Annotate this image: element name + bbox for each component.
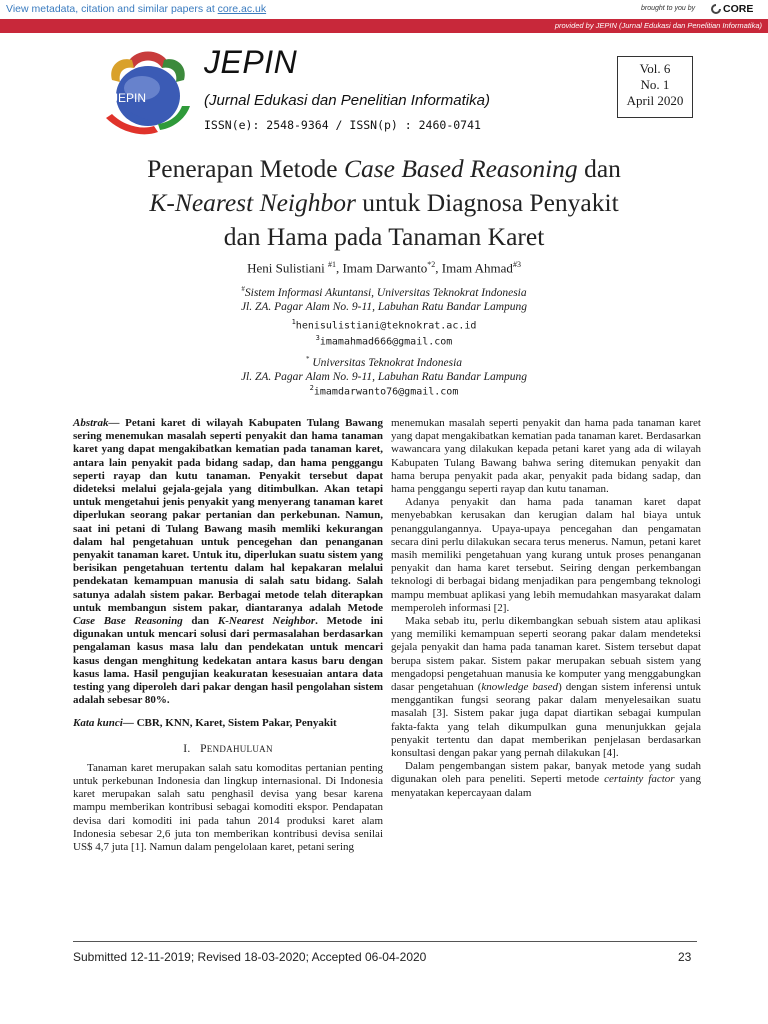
core-metadata-prefix: View metadata, citation and similar papers at: [6, 3, 218, 15]
body-text: yang menyatakan kepercayaan dalam: [391, 773, 701, 799]
affiliation-line: Sistem Informasi Akuntansi, Universitas Teknokrat Indonesia: [244, 286, 527, 299]
body-italic: knowledge based: [481, 681, 559, 694]
abstract-italic: K-Nearest Neighbor: [217, 615, 316, 628]
submission-dates: Submitted 12-11-2019; Revised 18-03-2020; Accepted 06-04-2020: [73, 950, 427, 964]
abstract-lead: Abstrak—: [73, 417, 120, 429]
abstract-text: . Metode ini digunakan untuk mencari solusi dari permasalahan berdasarkan pengalaman kasus masa lalu dan pendekatan untuk mencari kasus dengan menghitung kedekatan antara kasus baru dengan kasus lama. Hasil pengujian keakuratan kesesuaian antara data testing yang diperoleh dari pakar dengan hasil pengolahan sistem adalah sebesar 80%.: [73, 615, 383, 707]
paper-title: [40, 152, 728, 254]
core-logo-icon: [711, 4, 721, 14]
section-numeral: I.: [183, 742, 191, 755]
title-part: untuk Diagnosa Penyakit: [355, 188, 619, 217]
title-line-1: [40, 152, 728, 186]
page-number: 23: [678, 950, 692, 964]
affiliation-mark: #: [241, 285, 245, 293]
keywords-lead: Kata kunci—: [73, 717, 134, 730]
body-italic: certainty factor: [604, 773, 675, 786]
right-column: [391, 417, 701, 800]
title-line-2: [40, 186, 728, 220]
author-name: Imam Darwanto: [342, 260, 428, 276]
keywords-text: CBR, KNN, Karet, Sistem Pakar, Penyakit: [133, 717, 337, 730]
affiliation-1: [40, 282, 728, 314]
abstract-text: dan: [182, 615, 218, 628]
date-text: April 2020: [626, 93, 684, 108]
author-name: Heni Sulistiani: [247, 260, 325, 276]
number-text: No. 1: [640, 77, 670, 92]
journal-subtitle: (Jurnal Edukasi dan Penelitian Informatika): [204, 92, 490, 109]
email-address[interactable]: imamdarwanto76@gmail.com: [313, 386, 459, 398]
section-title-initial: P: [200, 742, 207, 755]
author-list: Heni Sulistiani $^{\#1}$, Imam Darwanto$^{*2}$, Imam Ahmad$^{\#3}$: [247, 260, 521, 276]
section-title-rest: ENDAHULUAN: [206, 743, 273, 754]
body-paragraph: [391, 615, 701, 760]
volume-box: [617, 56, 693, 118]
journal-title: JEPIN: [204, 44, 298, 80]
email-1: [40, 318, 728, 331]
jepin-logo: [98, 44, 198, 140]
body-text: Dalam pengembangan sistem pakar, banyak metode yang sudah digunakan oleh para peneliti. Seperti metode: [391, 760, 701, 786]
email-3: [40, 334, 728, 347]
jepin-logo-text: JEPIN: [112, 91, 147, 105]
core-metadata-text: [6, 3, 266, 15]
volume-text: Vol. 6: [639, 61, 671, 76]
affiliation-2: [40, 352, 728, 384]
title-part: dan: [577, 154, 621, 183]
provided-by-bar: [0, 19, 768, 33]
body-paragraph: Adanya penyakit dan hama pada tanaman karet dapat menyebabkan kerusakan dan kerugian dalam hal biaya untuk penanggulangannya. Upaya-upaya pencegahan dan pengamatan secara dini perlu dilakukan secara terus menerus. Namun, petani karet masih memiliki pengetahuan yang kurang untuk proses penanganan penyakit dan hama karet tersebut. Seiring dengan perkembangan teknologi di berbagai bidang menjadikan para pengembang teknologi mampu membuat aplikasi yang lebih memudahkan masyarakat dalam memperoleh informasi [2].: [391, 496, 701, 614]
author-name: Imam Ahmad: [441, 260, 513, 276]
email-mark: 1: [291, 318, 296, 326]
core-link[interactable]: core.ac.uk: [217, 3, 267, 15]
body-text: ) dengan sistem inferensi untuk menggantikan fungsi seorang pakar dalam menyelesaikan suatu masalah [3]. Sistem pakar juga dapat diartikan sebagai kumpulan fakta-fakta yang telah dikumpulkan guna menunjukkan gejala penyakit tertentu dan dapat memberikan penjelasan berdasarkan konsultasi dengan pakar yang pernah dilakukan [4].: [391, 681, 701, 760]
keywords: [73, 717, 383, 730]
core-logo[interactable]: [711, 3, 753, 15]
title-part-italic: Case Based Reasoning: [343, 154, 578, 183]
email-mark: 3: [315, 334, 320, 342]
jepin-logo-icon: [98, 44, 198, 140]
email-mark: 2: [309, 384, 314, 392]
abstract: [73, 417, 383, 707]
journal-issn: ISSN(e): 2548-9364 / ISSN(p) : 2460-0741: [204, 118, 481, 132]
core-banner: [0, 0, 768, 36]
email-2: [40, 384, 728, 397]
affiliation-line: Universitas Teknokrat Indonesia: [312, 356, 463, 369]
provided-by-text[interactable]: provided by JEPIN (Jurnal Edukasi dan Penelitian Informatika): [554, 21, 762, 30]
author-mark: #1: [327, 260, 336, 269]
title-part: Penerapan Metode: [147, 154, 344, 183]
title-line-3: dan Hama pada Tanaman Karet: [223, 222, 545, 251]
left-column: [73, 417, 383, 854]
section-heading: [73, 743, 383, 756]
affiliation-line: Jl. ZA. Pagar Alam No. 9-11, Labuhan Ratu Bandar Lampung: [240, 370, 528, 383]
body-paragraph: [391, 760, 701, 800]
body-paragraph: Tanaman karet merupakan salah satu komoditas pertanian penting untuk perkebunan Indonesia dan lingkup internasional. Di Indonesia karet merupakan salah satu penghasil devisa yang besar karena mampu memberikan kontribusi sebagai komoditi ekspor. Pendapatan devisa dari komoditi ini pada tahun 2014 produksi karet alam Indonesia sebesar 2,6 juta ton memberikan kontribusi devisa senilai US$ 4,7 juta [1]. Namun dalam pengelolaan karet, petani sering: [73, 761, 383, 854]
title-part-italic: K-Nearest Neighbor: [149, 188, 356, 217]
author-mark: #3: [512, 260, 521, 269]
affiliation-mark: *: [305, 355, 310, 363]
brought-to-you-text: brought to you by: [641, 5, 696, 12]
email-address[interactable]: imamahmad666@gmail.com: [319, 336, 453, 348]
abstract-text: Petani karet di wilayah Kabupaten Tulang Bawang sering menemukan masalah seperti penyakit dan hama tanaman karet yang dapat mengakibatkan kematian pada tanaman karet, antara lain penyakit pada bidang sadap, dan hama penggangu seperti rayap dan kutu tanaman. Penyakit tersebut dapat dideteksi melalui gejala-gejala yang ditimbulkan. Akan tetapi untuk mengetahui jenis penyakit yang menyerang tanaman karet diperlukan seorang pakar pertanian dan perkebunan. Namun, saat ini petani di Tulang Bawang masih memliki kekurangan dalam hal pengetahuan untuk pencegehan dan penanganan penyakit tanaman karet. Untuk itu, diperlukan suatu sistem yang berisikan pengetahuan tertentu dalam hal kepakaran melalui pendekatan kemampuan manusia di salah satu bidang. Salah satunya adalah sistem pakar. Berbagai metode telah diterapkan untuk membangun sistem pakar, diantaranya adalah Metode: [73, 417, 383, 614]
author-mark: *2: [427, 260, 436, 269]
body-paragraph: menemukan masalah seperti penyakit dan hama pada tanaman karet yang dapat mengakibatkan kematian pada tanaman karet. Berdasarkan wawancara yang dilakukan kepada petani karet yang ada di wilayah Kabupaten Tulang Bawang bahwa sering ditemukan penyakit dan hama berupa penyakit pada akar, penyakit pada bidang sadap, dan hama penggangu seperti rayap dan kutu tanaman.: [391, 417, 701, 496]
core-logo-text: CORE: [723, 3, 754, 15]
email-address[interactable]: henisulistiani@teknokrat.ac.id: [295, 320, 477, 332]
body-text: Maka sebab itu, perlu dikembangkan sebuah sistem atau aplikasi yang memiliki kemampuan seperti seorang pakar dalam mendeteksi gejala penyakit dan hama pada tanaman karet. Sistem tersebut dapat berupa sistem pakar. Sistem pakar merupakan sebuah sistem yang mengadopsi pengetahuan manusia ke komputer yang menggabungkan dasar pengetahuan (: [391, 615, 701, 694]
affiliation-line: Jl. ZA. Pagar Alam No. 9-11, Labuhan Ratu Bandar Lampung: [240, 300, 528, 313]
footer-divider: [73, 941, 697, 942]
abstract-italic: Case Base Reasoning: [73, 615, 183, 628]
